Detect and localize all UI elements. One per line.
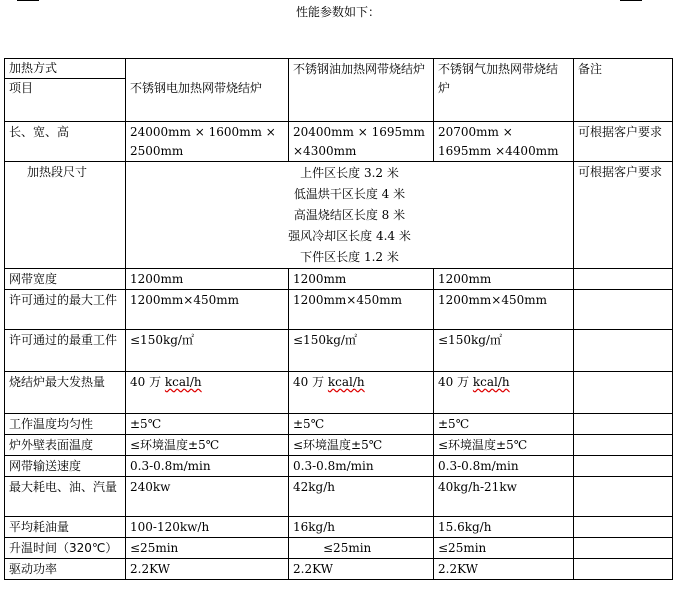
cell-remark xyxy=(574,330,673,372)
row-label: 工作温度均匀性 xyxy=(5,414,126,435)
page-title: 性能参数如下： xyxy=(295,5,380,19)
cell-value: ≤25min xyxy=(289,538,434,559)
cell-value: 20400mm × 1695mm ×4300mm xyxy=(289,122,434,162)
table-row xyxy=(5,435,673,456)
cell-remark xyxy=(574,517,673,538)
table-row xyxy=(5,517,673,538)
cell-value: ±5℃ xyxy=(289,414,434,435)
cell-value: 42kg/h xyxy=(289,477,434,517)
header-remarks xyxy=(574,59,673,122)
cell-value: ≤150kg/㎡ xyxy=(434,330,574,372)
spec-table xyxy=(4,58,673,580)
cell-value: 24000mm × 1600mm × 2500mm xyxy=(126,122,289,162)
header-corner-cell xyxy=(5,59,126,122)
cell-value: 15.6kg/h xyxy=(434,517,574,538)
zone-line: 上件区长度 3.2 米 xyxy=(300,166,399,180)
cell-value: 0.3-0.8m/min xyxy=(289,456,434,477)
zone-line: 强风冷却区长度 4.4 米 xyxy=(288,229,411,243)
row-label: 加热段尺寸 xyxy=(5,162,126,269)
top-rule-right xyxy=(620,0,642,1)
row-label: 炉外壁表面温度 xyxy=(5,435,126,456)
cell-value: 1200mm×450mm xyxy=(434,290,574,330)
cell-value: 1200mm xyxy=(289,269,434,290)
cell-value: 40kg/h-21kw xyxy=(434,477,574,517)
cell-value: ≤环境温度±5℃ xyxy=(289,435,434,456)
cell-value: 0.3-0.8m/min xyxy=(126,456,289,477)
cell-remark xyxy=(574,414,673,435)
heat-value: 40 万 xyxy=(438,375,473,389)
cell-value: 1200mm×450mm xyxy=(126,290,289,330)
cell-value: 20700mm × 1695mm ×4400mm xyxy=(434,122,574,162)
header-gas-text: 不锈钢气加热网带烧结炉 xyxy=(438,62,559,95)
heat-unit: kcal/h xyxy=(472,375,510,389)
row-label: 驱动功率 xyxy=(5,559,126,580)
cell-value: 2.2KW xyxy=(434,559,574,580)
cell-remark xyxy=(574,290,673,330)
cell-value: ≤环境温度±5℃ xyxy=(434,435,574,456)
row-label: 升温时间（320℃） xyxy=(5,538,126,559)
header-item: 项目 xyxy=(5,78,125,98)
cell-value: 2.2KW xyxy=(289,559,434,580)
table-row xyxy=(5,290,673,330)
cell-remark xyxy=(574,538,673,559)
header-remarks-text: 备注 xyxy=(578,62,603,76)
heat-unit: kcal/h xyxy=(164,375,202,389)
cell-value: 1200mm×450mm xyxy=(289,290,434,330)
cell-remark xyxy=(574,456,673,477)
table-row xyxy=(5,162,673,269)
heating-zones-cell xyxy=(126,162,574,269)
cell-remark xyxy=(574,559,673,580)
cell-value: 1200mm xyxy=(126,269,289,290)
table-row xyxy=(5,330,673,372)
heat-unit: kcal/h xyxy=(327,375,365,389)
header-electric-text: 不锈钢电加热网带烧结炉 xyxy=(130,81,263,95)
table-row xyxy=(5,559,673,580)
header-oil-text: 不锈钢油加热网带烧结炉 xyxy=(293,62,426,76)
zone-line: 下件区长度 1.2 米 xyxy=(300,250,399,264)
row-label: 许可通过的最重工件 xyxy=(5,330,126,372)
cell-value: ±5℃ xyxy=(434,414,574,435)
header-electric xyxy=(126,59,289,122)
row-label: 网带宽度 xyxy=(5,269,126,290)
table-row xyxy=(5,122,673,162)
heat-value: 40 万 xyxy=(293,375,328,389)
cell-value: ≤150kg/㎡ xyxy=(289,330,434,372)
cell-value xyxy=(289,372,434,414)
row-label: 长、宽、高 xyxy=(5,122,126,162)
cell-remark xyxy=(574,269,673,290)
table-row xyxy=(5,456,673,477)
zone-line: 高温烧结区长度 8 米 xyxy=(293,208,406,222)
table-row xyxy=(5,269,673,290)
cell-value: 100-120kw/h xyxy=(126,517,289,538)
table-row xyxy=(5,372,673,414)
cell-value: ±5℃ xyxy=(126,414,289,435)
cell-value xyxy=(434,372,574,414)
heat-value: 40 万 xyxy=(130,375,165,389)
cell-remark xyxy=(574,435,673,456)
header-row xyxy=(5,59,673,122)
zone-line: 低温烘干区长度 4 米 xyxy=(293,187,406,201)
cell-remark: 可根据客户要求 xyxy=(574,122,673,162)
cell-value: ≤150kg/㎡ xyxy=(126,330,289,372)
cell-remark xyxy=(574,477,673,517)
cell-value: ≤环境温度±5℃ xyxy=(126,435,289,456)
row-label: 烧结炉最大发热量 xyxy=(5,372,126,414)
header-gas xyxy=(434,59,574,122)
table-row xyxy=(5,538,673,559)
table-row xyxy=(5,477,673,517)
cell-remark: 可根据客户要求 xyxy=(574,162,673,269)
table-row xyxy=(5,414,673,435)
cell-value: 1200mm xyxy=(434,269,574,290)
header-heating-method: 加热方式 xyxy=(9,61,58,75)
cell-value: ≤25min xyxy=(126,538,289,559)
cell-remark xyxy=(574,372,673,414)
row-label: 最大耗电、油、汽量 xyxy=(5,477,126,517)
row-label: 平均耗油量 xyxy=(5,517,126,538)
cell-value: 0.3-0.8m/min xyxy=(434,456,574,477)
cell-value: 240kw xyxy=(126,477,289,517)
header-oil xyxy=(289,59,434,122)
top-rule-left xyxy=(17,0,39,1)
cell-value: ≤25min xyxy=(434,538,574,559)
cell-value xyxy=(126,372,289,414)
cell-value: 2.2KW xyxy=(126,559,289,580)
cell-value: 16kg/h xyxy=(289,517,434,538)
row-label: 网带输送速度 xyxy=(5,456,126,477)
row-label: 许可通过的最大工件 xyxy=(5,290,126,330)
